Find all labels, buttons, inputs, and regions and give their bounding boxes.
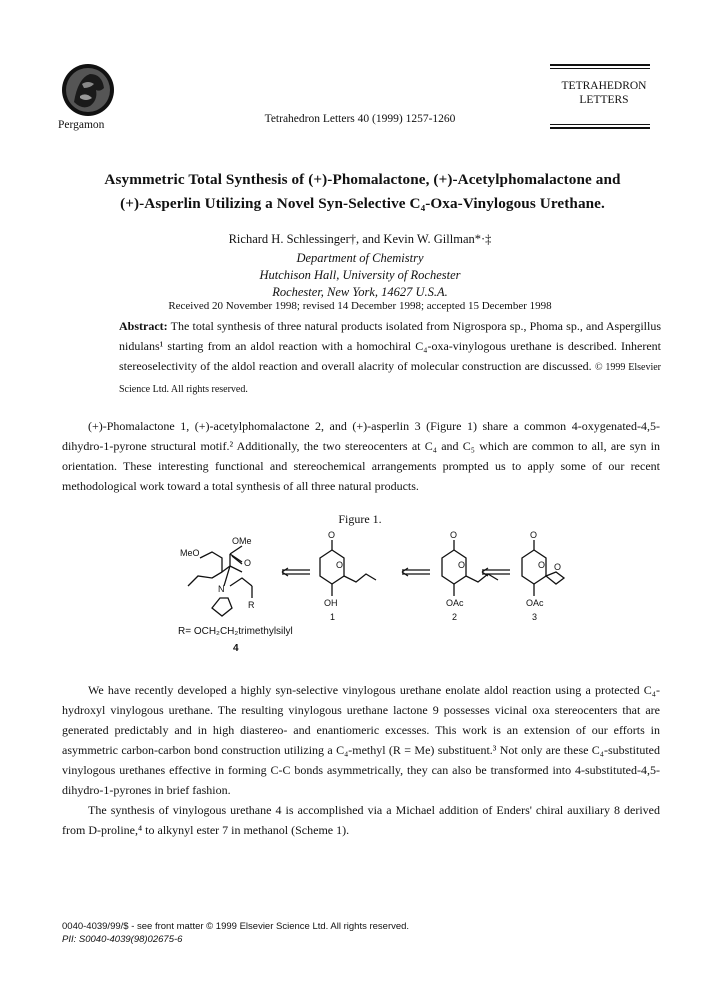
label-oac-3: OAc — [526, 598, 544, 608]
label-oac-2: OAc — [446, 598, 464, 608]
label-r: R — [248, 600, 255, 610]
label-o-1: O — [328, 530, 336, 540]
affiliation-hall: Hutchison Hall, University of Rochester — [259, 268, 461, 282]
paper-title — [90, 168, 635, 216]
label-num-3: 3 — [532, 612, 538, 622]
figure-label: Figure 1. — [338, 512, 382, 526]
body-paragraph-1: (+)-Phomalactone 1, (+)-acetylphomalactone 2, and (+)-asperlin 3 (Figure 1) share a common 4-oxygenated-4,5-dihydro-1-pyrone structural motif.² Additionally, the two stereocenters at C₄ and C₅ which are common to all, are syn in orientation. These interesting functional and stereochemical arrangements prompted us to apply some of our recent methodological work toward a total synthesis of all three natural products. — [62, 419, 660, 493]
affiliation-city: Rochester, New York, 14627 U.S.A. — [272, 285, 448, 299]
title-line-2: (+)-Asperlin Utilizing a Novel Syn-Selective C₄-Oxa-Vinylogous Urethane. — [120, 195, 605, 212]
title-line-1: Asymmetric Total Synthesis of (+)-Phomalactone, (+)-Acetylphomalactone and — [104, 171, 621, 188]
received-dates: Received 20 November 1998; revised 14 December 1998; accepted 15 December 1998 — [168, 300, 552, 312]
label-meo: MeO — [180, 548, 200, 558]
footer — [62, 920, 409, 946]
footer-pii: PII: S0040-4039(98)02675-6 — [62, 934, 183, 945]
bottom-rule-thick — [550, 127, 650, 129]
label-o-4: O — [244, 558, 252, 568]
affiliation-dept: Department of Chemistry — [296, 251, 424, 265]
journal-name — [550, 79, 658, 107]
compound-number-4: 4 — [233, 643, 239, 654]
label-o-1-ring: O — [336, 560, 344, 570]
body-paragraph-2: We have recently developed a highly syn-selective vinylogous urethane enolate aldol reaction using a protected C₄-hydroxyl vinylogous urethane. The resulting vinylogous urethane lactone 9 possesses vicinal oxa stereocenters that are generated predictably and in high diastereo- and enantiomeric excesses. This work is an extension of our efforts in asymmetric carbon-carbon bond construction utilizing a C₄-methyl (R = Me) substituent.³ Not only are these C₄-substituted vinylogous urethanes effective in forming C-C bonds asymmetrically, they can also be transformed into 4-substituted-4,5-dihydro-1-pyrones in brief fashion. — [62, 683, 660, 797]
bottom-rule-thin — [550, 124, 650, 125]
journal-name-line2: LETTERS — [579, 94, 629, 106]
journal-name-line1: TETRAHEDRON — [561, 80, 647, 92]
figure-1-structures — [170, 528, 570, 628]
top-rule-thick — [550, 64, 650, 66]
elsevier-tree-logo — [60, 62, 116, 120]
label-ome: OMe — [232, 536, 252, 546]
label-o-3-epoxide: O — [554, 562, 562, 572]
label-o-3: O — [530, 530, 538, 540]
footer-front-matter: 0040-4039/99/$ - see front matter © 1999 Elsevier Science Ltd. All rights reserved. — [62, 921, 410, 932]
journal-citation: Tetrahedron Letters 40 (1999) 1257-1260 — [264, 113, 456, 125]
label-o-2-ring: O — [458, 560, 466, 570]
authors: Richard H. Schlessinger†, and Kevin W. Gillman*·‡ — [228, 232, 492, 246]
label-n: N — [218, 584, 225, 594]
label-o-2: O — [450, 530, 458, 540]
body-paragraph-3: The synthesis of vinylogous urethane 4 is accomplished via a Michael addition of Enders' chiral auxiliary 8 derived from D-proline,⁴ to alkynyl ester 7 in methanol (Scheme 1). — [62, 803, 660, 837]
abstract — [119, 316, 661, 400]
top-rule-thin — [550, 68, 650, 69]
label-num-1: 1 — [330, 612, 336, 622]
label-oh: OH — [324, 598, 338, 608]
label-o-3-ring: O — [538, 560, 546, 570]
abstract-label: Abstract: — [119, 319, 168, 333]
label-num-2: 2 — [452, 612, 458, 622]
r-definition: R= OCH₂CH₂trimethylsilyl — [178, 626, 293, 637]
publisher-name: Pergamon — [58, 119, 105, 131]
abstract-text: The total synthesis of three natural products isolated from Nigrospora sp., Phoma sp., and Aspergillus nidulans¹ starting from an aldol reaction with a homochiral C₄-oxa-vinylogous urethane is described. Inherent stereoselectivity of the aldol reaction and overall alacrity of molecular construction are discussed. — [119, 319, 661, 373]
abstract-copyright: © 1999 Elsevier Science Ltd. All rights reserved. — [119, 362, 662, 395]
